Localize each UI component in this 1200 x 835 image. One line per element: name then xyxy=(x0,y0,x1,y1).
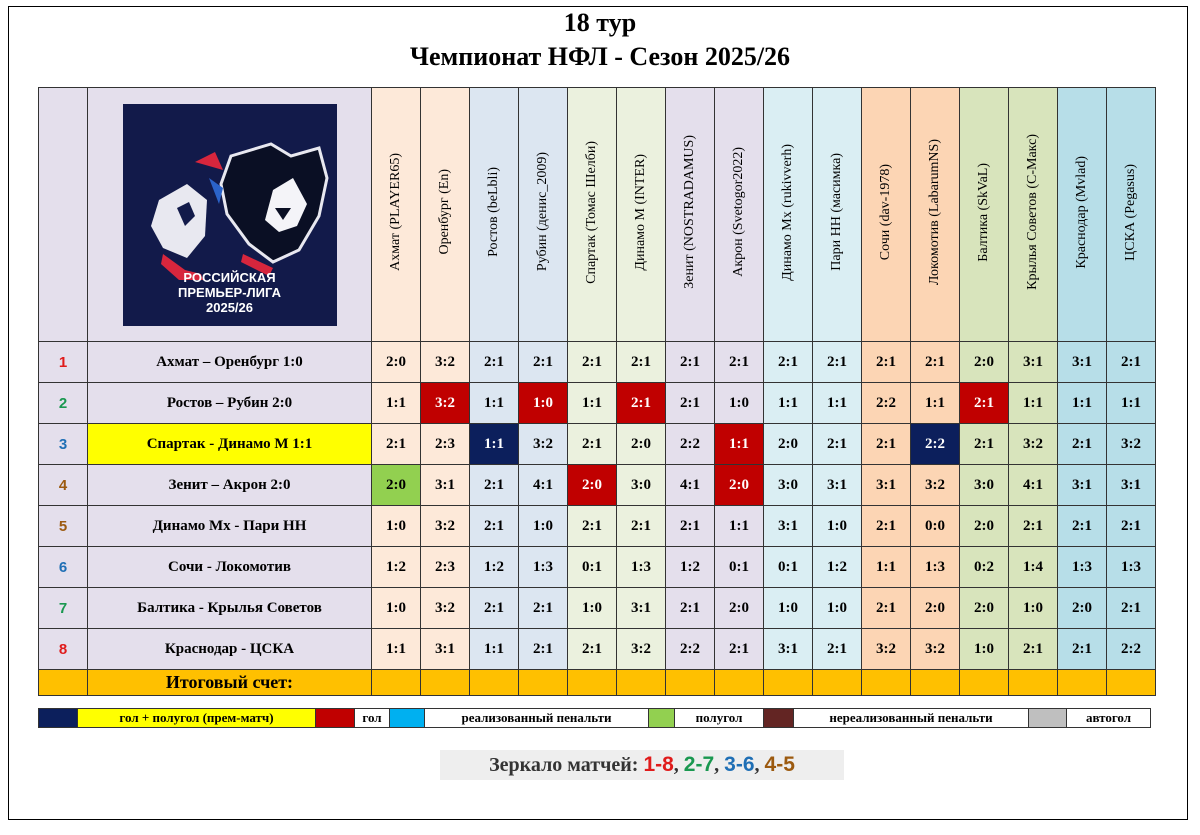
prediction-cell: 2:0 xyxy=(568,465,617,506)
player-header xyxy=(862,88,911,342)
prediction-cell: 2:2 xyxy=(666,424,715,465)
prediction-cell: 1:1 xyxy=(1107,383,1156,424)
legend-label: автогол xyxy=(1067,709,1151,728)
legend-table xyxy=(38,708,1151,728)
legend-swatch xyxy=(1029,709,1067,728)
player-header xyxy=(1107,88,1156,342)
prediction-cell: 1:2 xyxy=(666,547,715,588)
prediction-cell: 1:1 xyxy=(911,383,960,424)
match-number: 5 xyxy=(39,506,88,547)
match-name: Динамо Мх - Пари НН xyxy=(88,506,372,547)
prediction-cell: 1:0 xyxy=(519,383,568,424)
mirror-pair: 3-6 xyxy=(724,753,755,776)
mirror-separator: , xyxy=(673,754,679,776)
prediction-cell: 2:0 xyxy=(617,424,666,465)
total-score-cell xyxy=(470,670,519,696)
prediction-cell: 2:1 xyxy=(911,342,960,383)
prediction-cell: 1:1 xyxy=(813,383,862,424)
prediction-cell: 2:1 xyxy=(666,588,715,629)
prediction-cell: 1:3 xyxy=(617,547,666,588)
prediction-cell: 3:1 xyxy=(617,588,666,629)
prediction-cell: 3:1 xyxy=(1009,342,1058,383)
total-score-cell xyxy=(813,670,862,696)
match-row xyxy=(39,547,1156,588)
total-score-cell xyxy=(911,670,960,696)
match-row xyxy=(39,506,1156,547)
prediction-cell: 3:2 xyxy=(1009,424,1058,465)
legend-swatch xyxy=(316,709,355,728)
prediction-cell: 2:0 xyxy=(911,588,960,629)
legend-swatch xyxy=(390,709,425,728)
prediction-cell: 4:1 xyxy=(519,465,568,506)
prediction-cell: 2:1 xyxy=(1107,588,1156,629)
prediction-cell: 2:1 xyxy=(617,383,666,424)
prediction-cell: 1:0 xyxy=(764,588,813,629)
mirror-separator: , xyxy=(754,754,760,776)
prediction-cell: 4:1 xyxy=(1009,465,1058,506)
match-name: Балтика - Крылья Советов xyxy=(88,588,372,629)
prediction-cell: 4:1 xyxy=(666,465,715,506)
match-name: Ростов – Рубин 2:0 xyxy=(88,383,372,424)
prediction-cell: 2:1 xyxy=(568,629,617,670)
legend-label: гол + полугол (прем-матч) xyxy=(78,709,316,728)
prediction-cell: 1:1 xyxy=(1009,383,1058,424)
player-name: Ростов (beLbli) xyxy=(486,167,501,257)
prediction-cell: 2:3 xyxy=(421,424,470,465)
player-name: Рубин (денис_2009) xyxy=(535,152,550,272)
prediction-cell: 0:1 xyxy=(764,547,813,588)
prediction-cell: 1:1 xyxy=(1058,383,1107,424)
player-header xyxy=(813,88,862,342)
match-number: 7 xyxy=(39,588,88,629)
legend-label: гол xyxy=(355,709,390,728)
total-score-cell xyxy=(666,670,715,696)
prediction-cell: 2:1 xyxy=(862,424,911,465)
player-header xyxy=(911,88,960,342)
prediction-cell: 3:0 xyxy=(764,465,813,506)
prediction-cell: 1:1 xyxy=(764,383,813,424)
mirror-label: Зеркало матчей: xyxy=(489,754,639,776)
prediction-cell: 2:0 xyxy=(1058,588,1107,629)
prediction-cell: 2:0 xyxy=(372,342,421,383)
prediction-cell: 3:1 xyxy=(764,629,813,670)
total-score-cell xyxy=(764,670,813,696)
prediction-cell: 1:1 xyxy=(470,424,519,465)
prediction-cell: 2:3 xyxy=(421,547,470,588)
prediction-cell: 3:1 xyxy=(1058,465,1107,506)
logo-line-3: 2025/26 xyxy=(206,299,253,315)
player-header xyxy=(568,88,617,342)
prediction-cell: 2:1 xyxy=(1107,506,1156,547)
prediction-cell: 2:1 xyxy=(715,342,764,383)
prediction-cell: 3:1 xyxy=(862,465,911,506)
match-row xyxy=(39,588,1156,629)
prediction-cell: 2:1 xyxy=(470,342,519,383)
prediction-cell: 2:0 xyxy=(715,465,764,506)
player-header xyxy=(519,88,568,342)
match-name: Краснодар - ЦСКА xyxy=(88,629,372,670)
prediction-cell: 1:0 xyxy=(813,506,862,547)
prediction-cell: 2:0 xyxy=(715,588,764,629)
prediction-cell: 1:3 xyxy=(911,547,960,588)
match-row xyxy=(39,424,1156,465)
prediction-cell: 3:2 xyxy=(862,629,911,670)
mirror-separator: , xyxy=(714,754,720,776)
prediction-cell: 2:2 xyxy=(862,383,911,424)
rpl-logo xyxy=(123,104,337,326)
prediction-cell: 2:1 xyxy=(1058,629,1107,670)
prediction-cell: 2:1 xyxy=(568,506,617,547)
prediction-cell: 2:1 xyxy=(470,506,519,547)
prediction-cell: 3:2 xyxy=(911,629,960,670)
prediction-cell: 2:1 xyxy=(470,465,519,506)
total-score-cell xyxy=(421,670,470,696)
player-header xyxy=(470,88,519,342)
player-header xyxy=(1009,88,1058,342)
prediction-cell: 3:1 xyxy=(764,506,813,547)
prediction-cell: 3:2 xyxy=(519,424,568,465)
prediction-cell: 2:1 xyxy=(1107,342,1156,383)
total-score-cell xyxy=(715,670,764,696)
total-score-cell xyxy=(519,670,568,696)
prediction-cell: 2:1 xyxy=(1058,424,1107,465)
prediction-cell: 2:1 xyxy=(862,342,911,383)
prediction-cell: 1:1 xyxy=(715,506,764,547)
match-row xyxy=(39,465,1156,506)
player-name: Крылья Советов (С-Макс) xyxy=(1025,134,1040,290)
player-header xyxy=(960,88,1009,342)
legend-label: реализованный пенальти xyxy=(425,709,649,728)
total-score-cell xyxy=(1058,670,1107,696)
championship-title: Чемпионат НФЛ - Сезон 2025/26 xyxy=(409,42,791,71)
prediction-cell: 2:1 xyxy=(715,629,764,670)
prediction-cell: 3:0 xyxy=(960,465,1009,506)
prediction-cell: 2:1 xyxy=(1058,506,1107,547)
total-score-cell xyxy=(960,670,1009,696)
prediction-cell: 3:2 xyxy=(1107,424,1156,465)
prediction-cell: 1:2 xyxy=(372,547,421,588)
total-label: Итоговый счет: xyxy=(88,670,372,696)
prediction-cell: 2:1 xyxy=(617,342,666,383)
logo-line-1: РОССИЙСКАЯ xyxy=(183,269,276,285)
prediction-cell: 2:1 xyxy=(1009,506,1058,547)
logo-line-2: ПРЕМЬЕР-ЛИГА xyxy=(178,284,281,300)
prediction-cell: 3:1 xyxy=(813,465,862,506)
prediction-cell: 2:1 xyxy=(617,506,666,547)
prediction-cell: 3:1 xyxy=(421,465,470,506)
prediction-cell: 3:2 xyxy=(617,629,666,670)
player-name: Динамо М (INTER) xyxy=(633,153,648,271)
legend-swatch xyxy=(649,709,675,728)
prediction-cell: 1:0 xyxy=(813,588,862,629)
prediction-cell: 1:1 xyxy=(470,629,519,670)
prediction-cell: 1:1 xyxy=(862,547,911,588)
prediction-cell: 2:1 xyxy=(470,588,519,629)
player-name: ЦСКА (Pegasus) xyxy=(1123,163,1138,261)
prediction-cell: 2:1 xyxy=(519,342,568,383)
prediction-cell: 1:0 xyxy=(568,588,617,629)
prediction-cell: 2:2 xyxy=(1107,629,1156,670)
player-header xyxy=(764,88,813,342)
prediction-cell: 1:3 xyxy=(1107,547,1156,588)
prediction-cell: 2:0 xyxy=(764,424,813,465)
match-number: 1 xyxy=(39,342,88,383)
prediction-cell: 2:1 xyxy=(862,506,911,547)
prediction-cell: 2:1 xyxy=(862,588,911,629)
prediction-cell: 3:2 xyxy=(421,342,470,383)
player-header xyxy=(666,88,715,342)
mirror-note xyxy=(440,750,844,780)
prediction-cell: 2:1 xyxy=(960,383,1009,424)
match-number: 8 xyxy=(39,629,88,670)
prediction-cell: 0:2 xyxy=(960,547,1009,588)
prediction-cell: 3:1 xyxy=(1107,465,1156,506)
legend-swatch xyxy=(764,709,794,728)
player-header xyxy=(715,88,764,342)
player-name: Зенит (NOSTRADAMUS) xyxy=(682,135,697,289)
mirror-pair: 2-7 xyxy=(683,753,715,776)
match-name: Спартак - Динамо М 1:1 xyxy=(88,424,372,465)
prediction-cell: 3:2 xyxy=(421,588,470,629)
player-name: Акрон (Svetogor2022) xyxy=(731,147,746,277)
prediction-cell: 0:1 xyxy=(568,547,617,588)
total-row xyxy=(39,670,1156,696)
prediction-cell: 2:1 xyxy=(813,424,862,465)
prediction-cell: 0:0 xyxy=(911,506,960,547)
legend-label: полугол xyxy=(675,709,764,728)
legend-swatch xyxy=(39,709,78,728)
player-name: Сочи (dav-1978) xyxy=(878,163,893,261)
prediction-cell: 3:2 xyxy=(911,465,960,506)
prediction-cell: 1:0 xyxy=(960,629,1009,670)
prediction-cell: 2:0 xyxy=(960,588,1009,629)
prediction-cell: 1:3 xyxy=(1058,547,1107,588)
mirror-pair: 1-8 xyxy=(643,753,674,776)
match-row xyxy=(39,629,1156,670)
total-score-cell xyxy=(1009,670,1058,696)
match-number: 3 xyxy=(39,424,88,465)
prediction-cell: 1:2 xyxy=(470,547,519,588)
prediction-cell: 2:1 xyxy=(764,342,813,383)
total-score-cell xyxy=(1107,670,1156,696)
prediction-cell: 2:1 xyxy=(666,506,715,547)
prediction-cell: 2:1 xyxy=(813,629,862,670)
prediction-cell: 3:1 xyxy=(1058,342,1107,383)
player-header xyxy=(421,88,470,342)
player-name: Спартак (Томас Шелби) xyxy=(584,140,599,284)
logo-cell xyxy=(88,88,372,342)
player-name: Ахмат (PLAYER65) xyxy=(388,153,403,271)
total-score-cell xyxy=(617,670,666,696)
match-number: 2 xyxy=(39,383,88,424)
prediction-cell: 2:0 xyxy=(960,506,1009,547)
prediction-cell: 2:1 xyxy=(568,424,617,465)
prediction-cell: 2:1 xyxy=(519,629,568,670)
player-name: Динамо Мх (rukivverh) xyxy=(780,143,795,281)
prediction-cell: 2:1 xyxy=(519,588,568,629)
legend-label: нереализованный пенальти xyxy=(794,709,1029,728)
prediction-cell: 1:0 xyxy=(715,383,764,424)
prediction-cell: 1:1 xyxy=(470,383,519,424)
prediction-cell: 2:1 xyxy=(1009,629,1058,670)
prediction-cell: 3:2 xyxy=(421,383,470,424)
prediction-cell: 0:1 xyxy=(715,547,764,588)
prediction-cell: 1:3 xyxy=(519,547,568,588)
player-header xyxy=(372,88,421,342)
prediction-cell: 2:1 xyxy=(666,342,715,383)
prediction-cell: 2:1 xyxy=(813,342,862,383)
prediction-cell: 1:1 xyxy=(372,629,421,670)
prediction-cell: 2:1 xyxy=(568,342,617,383)
match-name: Ахмат – Оренбург 1:0 xyxy=(88,342,372,383)
prediction-cell: 2:2 xyxy=(911,424,960,465)
total-score-cell xyxy=(862,670,911,696)
mirror-pairs xyxy=(643,754,794,776)
prediction-cell: 3:2 xyxy=(421,506,470,547)
prediction-cell: 2:1 xyxy=(666,383,715,424)
match-name: Зенит – Акрон 2:0 xyxy=(88,465,372,506)
total-score-cell xyxy=(568,670,617,696)
total-corner xyxy=(39,670,88,696)
player-name: Оренбург (En) xyxy=(437,169,452,255)
match-name: Сочи - Локомотив xyxy=(88,547,372,588)
prediction-cell: 2:0 xyxy=(960,342,1009,383)
player-name: Краснодар (Mvlad) xyxy=(1074,155,1089,269)
predictions-table xyxy=(38,87,1156,696)
prediction-cell: 1:1 xyxy=(372,383,421,424)
prediction-cell: 1:1 xyxy=(568,383,617,424)
mirror-pair: 4-5 xyxy=(764,753,795,776)
match-row xyxy=(39,383,1156,424)
prediction-cell: 1:1 xyxy=(715,424,764,465)
total-score-cell xyxy=(372,670,421,696)
match-number: 6 xyxy=(39,547,88,588)
player-name: Пари НН (масимка) xyxy=(829,153,844,271)
prediction-cell: 2:2 xyxy=(666,629,715,670)
corner-cell xyxy=(39,88,88,342)
player-header xyxy=(617,88,666,342)
prediction-cell: 2:1 xyxy=(960,424,1009,465)
prediction-cell: 1:0 xyxy=(372,588,421,629)
prediction-cell: 1:0 xyxy=(1009,588,1058,629)
prediction-cell: 2:1 xyxy=(372,424,421,465)
prediction-cell: 1:0 xyxy=(372,506,421,547)
round-title: 18 тур xyxy=(563,8,637,37)
prediction-cell: 2:0 xyxy=(372,465,421,506)
prediction-cell: 3:1 xyxy=(421,629,470,670)
match-row xyxy=(39,342,1156,383)
prediction-cell: 1:4 xyxy=(1009,547,1058,588)
prediction-cell: 3:0 xyxy=(617,465,666,506)
player-header xyxy=(1058,88,1107,342)
player-name: Локомотив (LabarumNS) xyxy=(927,138,942,286)
prediction-cell: 1:2 xyxy=(813,547,862,588)
player-name: Балтика (SkVaL) xyxy=(976,162,991,262)
prediction-cell: 1:0 xyxy=(519,506,568,547)
match-number: 4 xyxy=(39,465,88,506)
